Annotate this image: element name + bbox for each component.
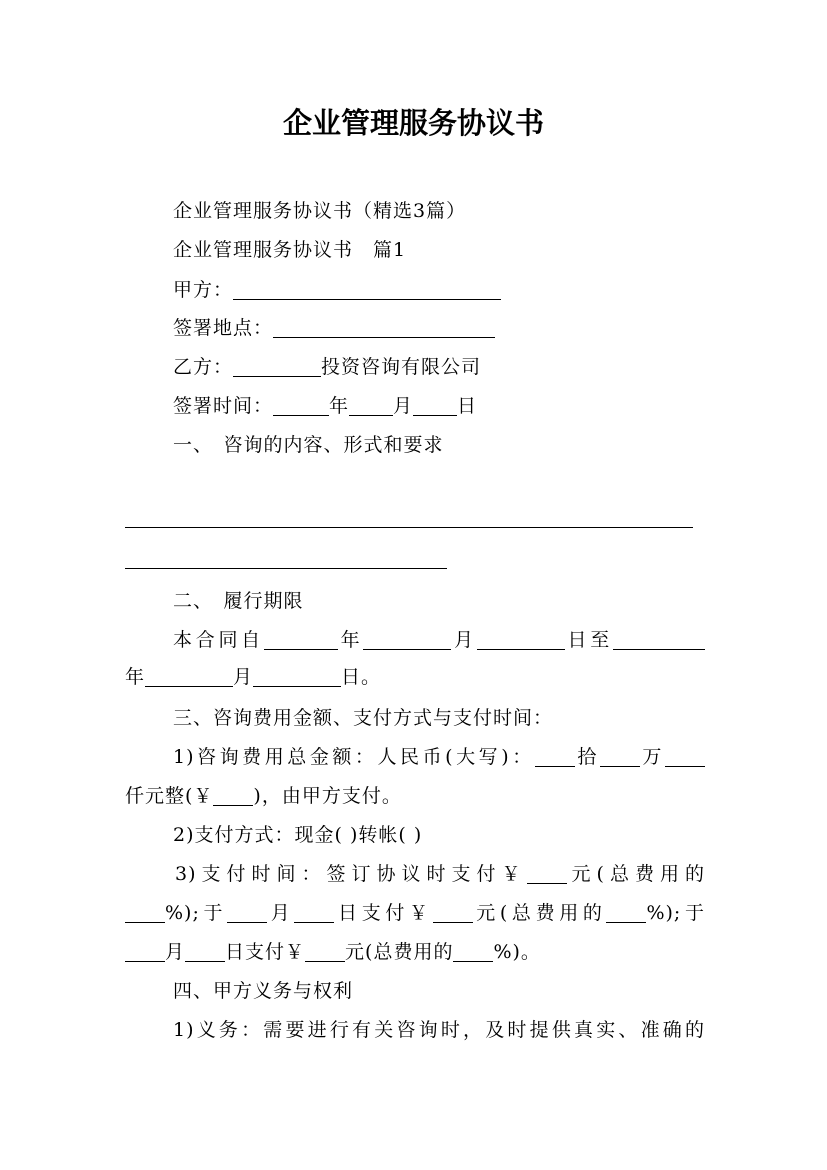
payment-2-month-text: 月 xyxy=(267,902,295,924)
payment-2-day-blank xyxy=(294,902,334,923)
payment-2-percent-blank xyxy=(606,902,646,923)
sign-place-label: 签署地点： xyxy=(173,317,274,339)
part-heading: 企业管理服务协议书 篇1 xyxy=(173,239,407,261)
fee-total-line-2 xyxy=(125,783,705,809)
payment-1-amount-blank xyxy=(527,863,567,884)
party-a-blank xyxy=(233,279,501,300)
sign-place-line xyxy=(125,315,705,341)
section-2-heading: 二、 履行期限 xyxy=(173,590,304,612)
sign-place-blank xyxy=(273,317,495,338)
section-1-blank-line-2 xyxy=(125,568,447,569)
fee-total-line-1 xyxy=(125,744,705,770)
term-to-text: 日至 xyxy=(564,629,613,651)
payment-time-line-3 xyxy=(125,939,705,965)
payment-3-month-blank xyxy=(125,941,165,962)
fee-shi-blank xyxy=(535,746,575,767)
party-b-blank xyxy=(233,356,321,377)
term-start-month-blank xyxy=(363,629,451,650)
document-title: 企业管理服务协议书 xyxy=(282,106,544,140)
payment-2-prefix: %);于 xyxy=(165,902,228,924)
section-4-heading: 四、甲方义务与权利 xyxy=(173,980,354,1002)
year-blank xyxy=(273,395,329,416)
payment-time-line-2 xyxy=(125,900,705,926)
fee-qian-text: 仟元整(￥ xyxy=(125,785,214,807)
payment-method-line: 2)支付方式：现金( )转帐( ) xyxy=(173,824,423,846)
fee-paid-by-text: )，由甲方支付。 xyxy=(253,785,402,807)
payment-time-label: 3)支付时间：签订协议时支付￥ xyxy=(175,863,527,885)
section-3-heading: 三、咨询费用金额、支付方式与支付时间： xyxy=(173,707,554,729)
party-a-duty-line: 1)义务：需要进行有关咨询时，及时提供真实、准确的 xyxy=(173,1019,705,1041)
payment-1-percent-label: 元(总费用的 xyxy=(566,863,705,885)
fee-qian-blank xyxy=(665,746,705,767)
term-start-day-blank xyxy=(477,629,565,650)
term-start-year-blank xyxy=(264,629,338,650)
payment-3-pay-text: 日支付￥ xyxy=(225,941,306,963)
fee-total-label: 1)咨询费用总金额：人民币(大写)： xyxy=(173,746,535,768)
payment-3-amount-blank xyxy=(305,941,345,962)
term-year-text: 年 xyxy=(337,629,364,651)
term-month-text: 月 xyxy=(451,629,477,651)
term-end-text: 日。 xyxy=(341,666,382,688)
month-blank xyxy=(349,395,393,416)
section-1-heading: 一、 咨询的内容、形式和要求 xyxy=(173,434,444,456)
term-prefix: 本合同自 xyxy=(173,629,264,651)
party-b-label: 乙方： xyxy=(173,356,234,378)
party-a-label: 甲方： xyxy=(173,279,234,301)
party-b-suffix: 投资咨询有限公司 xyxy=(321,356,482,378)
term-line-2 xyxy=(125,664,705,690)
payment-1-percent-blank xyxy=(125,902,165,923)
payment-3-percent-label: 元(总费用的 xyxy=(345,941,454,963)
fee-shi-text: 拾 xyxy=(574,746,600,768)
term-line-1 xyxy=(125,627,705,653)
fee-wan-text: 万 xyxy=(639,746,665,768)
payment-time-line-1 xyxy=(125,861,705,887)
day-text: 日 xyxy=(457,395,478,417)
term-end-year-blank xyxy=(613,629,705,650)
term-end-month-blank xyxy=(145,666,233,687)
month-text: 月 xyxy=(393,395,414,417)
payment-2-month-blank xyxy=(227,902,267,923)
day-blank xyxy=(413,395,457,416)
year-text: 年 xyxy=(329,395,350,417)
term-end-year-text: 年 xyxy=(125,666,146,688)
payment-3-day-blank xyxy=(185,941,225,962)
payment-3-prefix: %);于 xyxy=(646,902,705,924)
payment-2-pay-text: 日支付￥ xyxy=(334,902,433,924)
payment-2-amount-blank xyxy=(433,902,473,923)
fee-wan-blank xyxy=(600,746,640,767)
subtitle: 企业管理服务协议书（精选3篇） xyxy=(173,200,467,222)
term-end-day-blank xyxy=(253,666,341,687)
payment-3-end: %)。 xyxy=(493,941,541,963)
fee-amount-blank xyxy=(213,785,253,806)
party-b-line xyxy=(125,354,705,380)
term-end-month-text: 月 xyxy=(233,666,254,688)
payment-3-month-text: 月 xyxy=(165,941,186,963)
payment-2-percent-label: 元(总费用的 xyxy=(472,902,607,924)
payment-3-percent-blank xyxy=(453,941,493,962)
sign-time-label: 签署时间： xyxy=(173,395,274,417)
party-a-line xyxy=(125,277,705,303)
section-1-blank-line-1 xyxy=(125,527,693,528)
sign-time-line xyxy=(125,393,705,419)
